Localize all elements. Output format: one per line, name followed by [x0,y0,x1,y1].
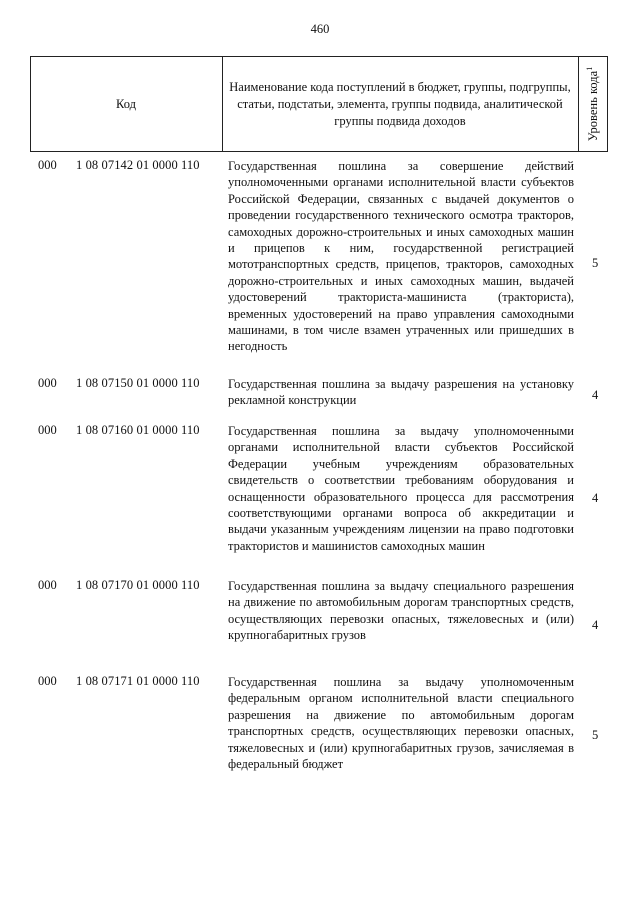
row-description: Государственная пошлина за выдачу уполномоченным федеральным органом исполнительной власти специального разрешения на движение по автомобильным дорогам транспортных средств, осуществляющих перевозки опасных, тяжеловесных и (или) крупногабаритных грузов, зачисляемая в федеральный бюджет [228,675,574,772]
admin-code: 000 [38,423,57,437]
row-description: Государственная пошлина за совершение действий уполномоченными органами исполнительной власти субъектов Российской Федерации, связанных с выдачей документов о проведении государственного технического осмотра тракторов, самоходных дорожно-строительных и иных самоходных машин и прицепов к ним, государственной регистрацией мототранспортных средств, прицепов, тракторов, самоходных дорожно-строительных и иных самоходных машин, выдачей удостоверений тракториста-машиниста (тракториста), временных удостоверений на право управления самоходными машинами, в том числе взамен утраченных или пришедших в негодность [228,159,574,354]
code-level: 4 [592,491,599,505]
revenue-code: 1 08 07171 01 0000 110 [76,674,200,688]
table-header [30,56,608,152]
admin-code: 000 [38,578,57,592]
admin-code: 000 [38,674,57,688]
code-level: 4 [592,388,599,402]
code-level: 5 [592,728,599,742]
header-name: Наименование кода поступлений в бюджет, группы, подгруппы, статьи, подстатьи, элемента, группы подвида, аналитической группы подвида доходов [229,79,571,128]
revenue-code: 1 08 07170 01 0000 110 [76,578,200,592]
admin-code: 000 [38,158,57,172]
revenue-code: 1 08 07160 01 0000 110 [76,423,200,437]
revenue-code: 1 08 07150 01 0000 110 [76,376,200,390]
header-code: Код [116,96,136,111]
revenue-code: 1 08 07142 01 0000 110 [76,158,200,172]
header-level-text: Уровень кода [586,70,601,142]
row-description: Государственная пошлина за выдачу специального разрешения на движение по автомобильным дорогам транспортных средств, осуществляющих перевозки опасных, тяжеловесных и (или) крупногабаритных грузов [228,579,574,643]
header-level [578,56,608,152]
admin-code: 000 [38,376,57,390]
row-description: Государственная пошлина за выдачу уполномоченными органами исполнительной власти субъектов Российской Федерации учебным учреждениям образовательных свидетельств о соответствии требованиям оборудования и оснащенности образовательного процесса для рассмотрения соответствующими органами вопроса об аккредитации и выдачи указанным учреждениям лицензии на право подготовки трактористов и машинистов самоходных машин [228,424,574,553]
header-level-footnote: 1 [584,66,594,71]
page-number: 460 [310,22,330,36]
row-description: Государственная пошлина за выдачу разрешения на установку рекламной конструкции [228,377,574,408]
header-level-label [585,67,601,141]
code-level: 5 [592,256,599,270]
code-level: 4 [592,618,599,632]
